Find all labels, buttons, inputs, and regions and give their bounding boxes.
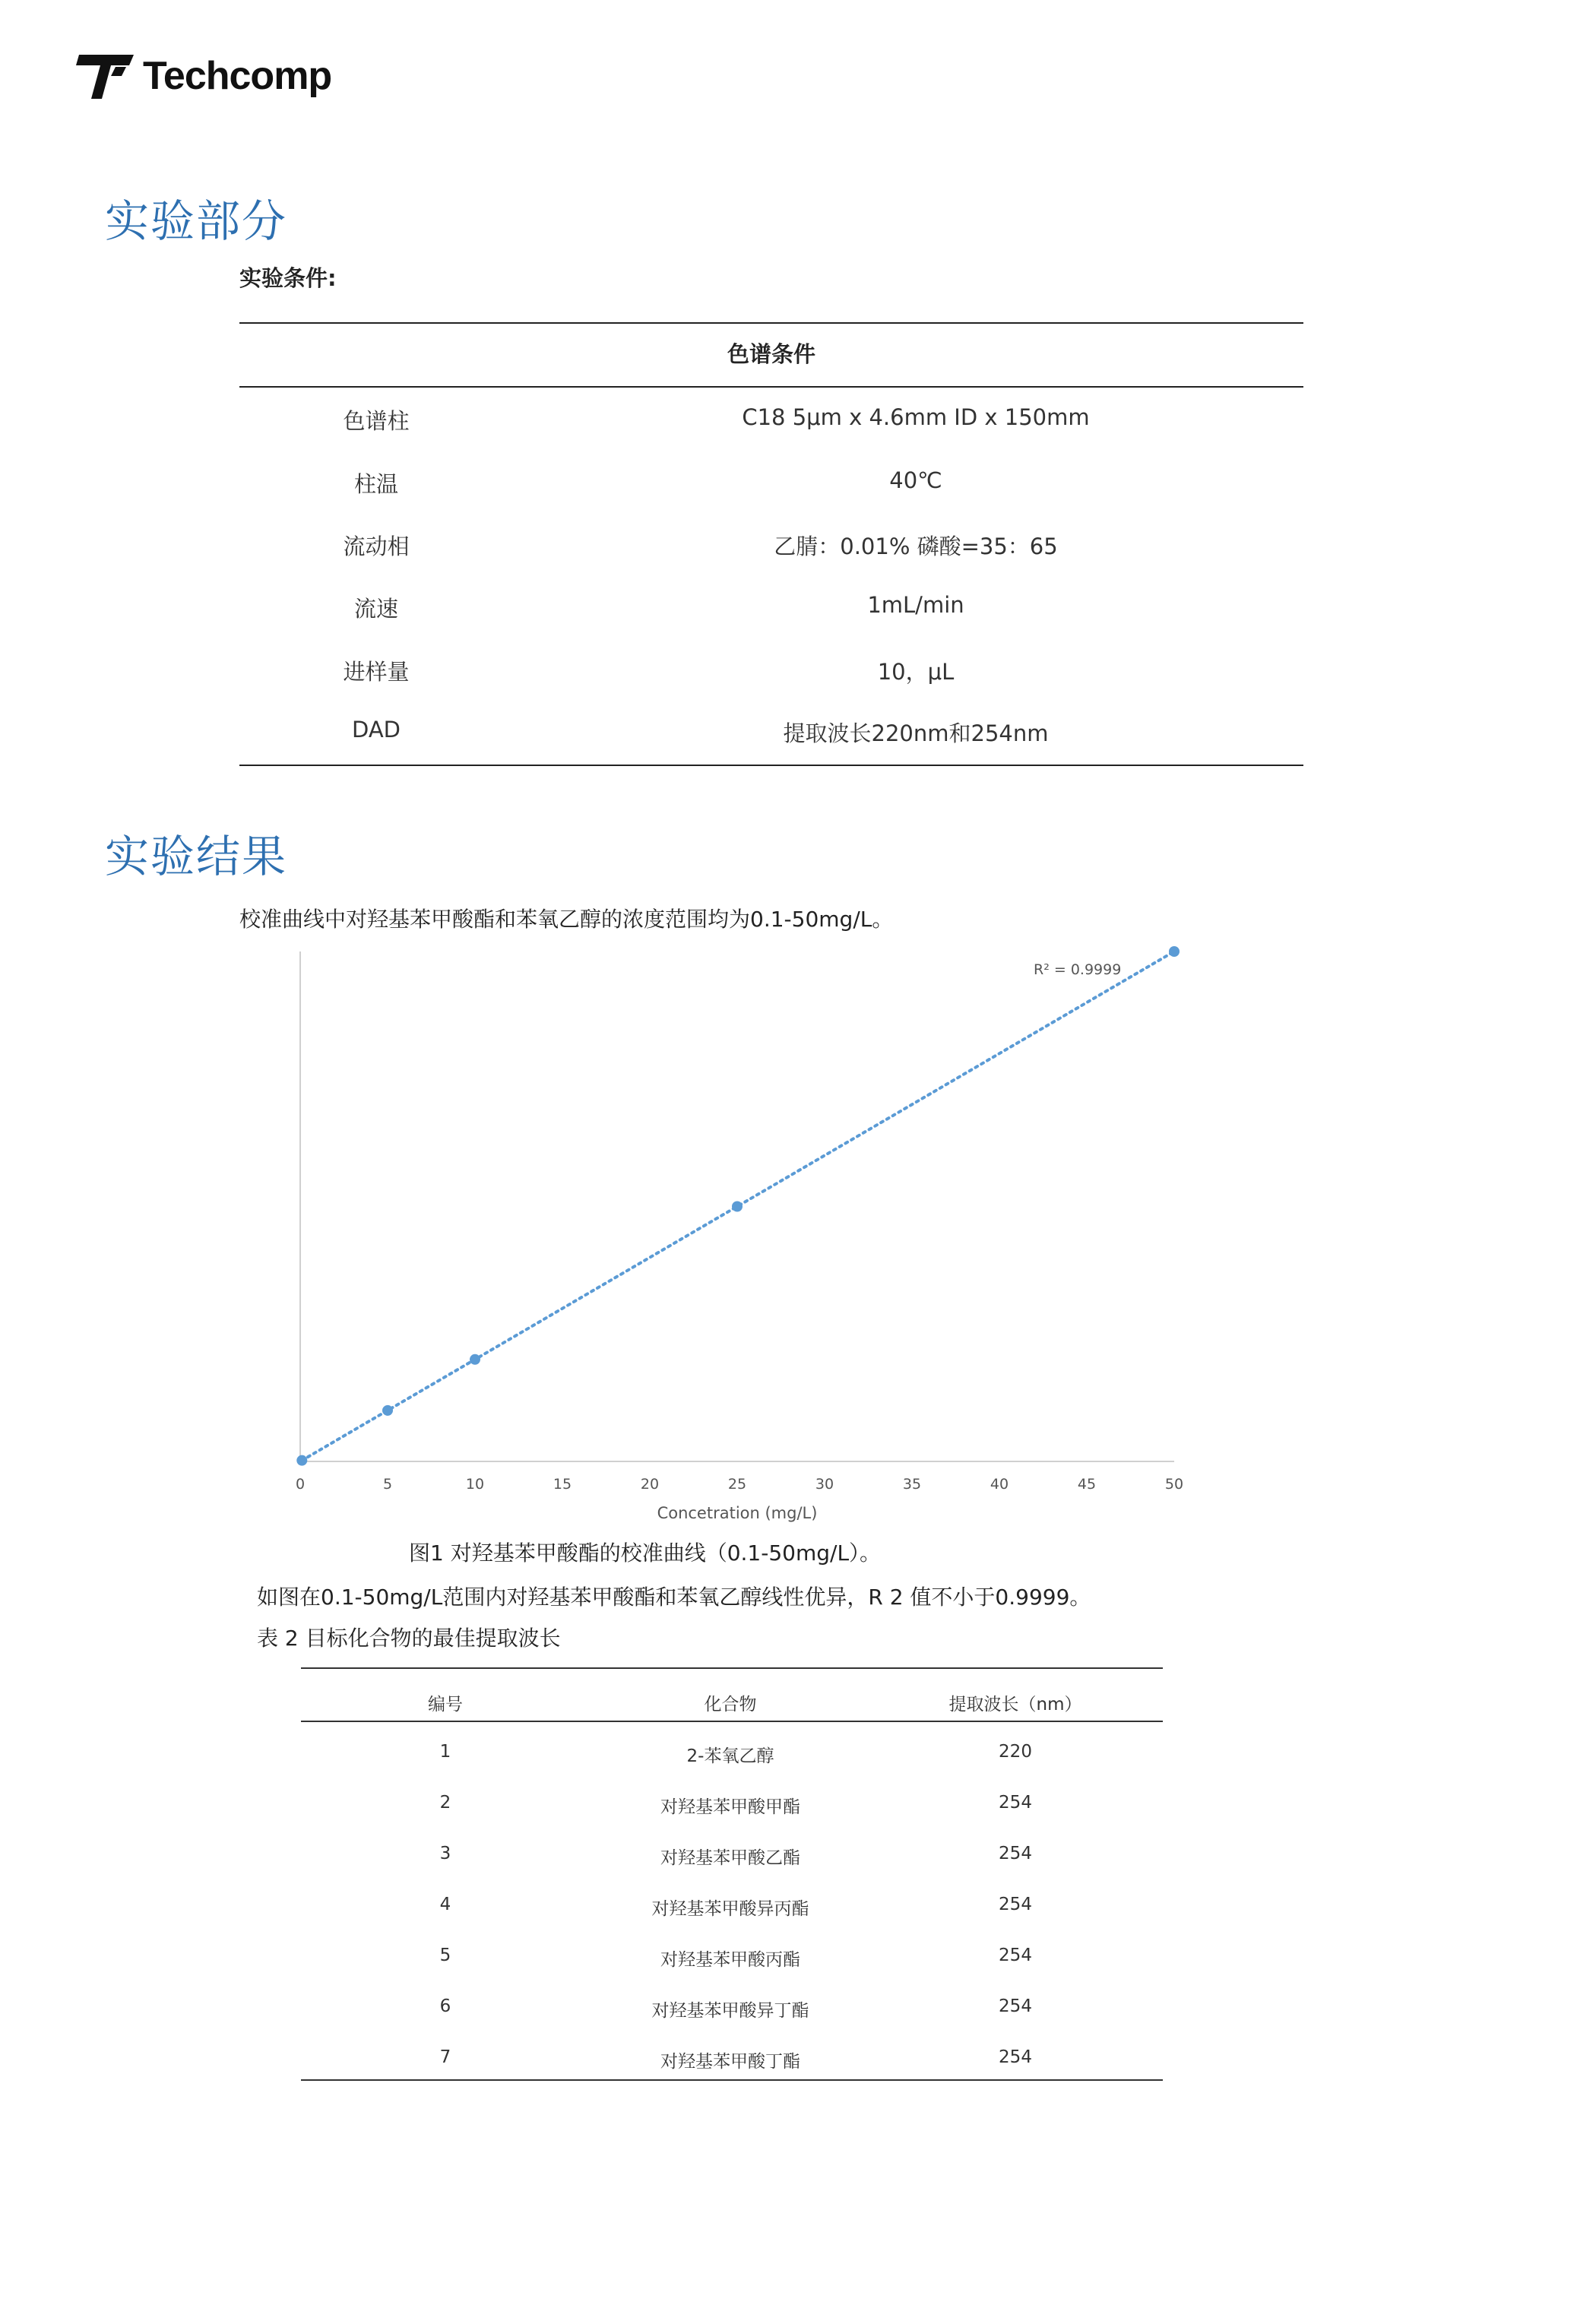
techcomp-logo-icon xyxy=(76,53,137,100)
table-row xyxy=(239,392,1303,454)
row-compound: 对羟基苯甲酸丁酯 xyxy=(660,2052,800,2072)
row-wavelength: 254 xyxy=(999,1793,1032,1813)
brand-name: Techcomp xyxy=(143,54,332,98)
result-paragraph: 校准曲线中对羟基苯甲酸酯和苯氧乙醇的浓度范围均为0.1-50mg/L。 xyxy=(239,907,894,932)
data-point xyxy=(296,1455,307,1466)
x-tick-label: 10 xyxy=(465,1476,485,1493)
row-compound: 对羟基苯甲酸丙酯 xyxy=(660,1950,800,1970)
figure-caption: 图1 对羟基苯甲酸酯的校准曲线（0.1-50mg/L）。 xyxy=(409,1540,882,1566)
x-tick-label: 15 xyxy=(553,1476,572,1493)
row-compound: 2-苯氧乙醇 xyxy=(686,1746,774,1766)
row-compound: 对羟基苯甲酸乙酯 xyxy=(660,1848,800,1868)
data-point xyxy=(382,1405,393,1416)
description-paragraph: 如图在0.1-50mg/L范围内对羟基苯甲酸酯和苯氧乙醇线性优异，R 2 值不小于0.9999。 xyxy=(257,1585,1091,1610)
data-point xyxy=(732,1202,743,1212)
table-row xyxy=(239,704,1303,767)
x-tick-label: 40 xyxy=(990,1476,1009,1493)
x-tick-label: 5 xyxy=(382,1476,393,1493)
condition-key: 流速 xyxy=(353,596,398,622)
x-tick-label: 0 xyxy=(295,1476,306,1493)
x-tick-label: 30 xyxy=(815,1476,834,1493)
row-wavelength: 254 xyxy=(999,1844,1032,1863)
section-title-result: 实验结果 xyxy=(105,831,288,882)
table-rule-bottom xyxy=(239,765,1303,766)
header-wavelength: 提取波长（nm） xyxy=(948,1695,1082,1715)
header-compound: 化合物 xyxy=(704,1695,757,1715)
table-rule-header xyxy=(301,1721,1163,1722)
conditions-table xyxy=(239,322,1303,766)
condition-value: C18 5μm x 4.6mm ID x 150mm xyxy=(742,404,1090,430)
row-wavelength: 254 xyxy=(999,1895,1032,1914)
x-tick-labels xyxy=(296,1476,1183,1493)
table-row xyxy=(239,518,1303,580)
row-number: 6 xyxy=(439,1996,451,2016)
section-title-part: 实验部分 xyxy=(105,195,288,247)
row-compound: 对羟基苯甲酸甲酯 xyxy=(660,1797,800,1817)
condition-key: 流动相 xyxy=(343,534,410,559)
condition-key: 进样量 xyxy=(343,659,410,685)
table-rule-top xyxy=(301,1667,1163,1669)
row-wavelength: 254 xyxy=(999,1996,1032,2016)
conditions-table-title: 色谱条件 xyxy=(727,341,815,367)
condition-value: 提取波长220nm和254nm xyxy=(783,720,1049,746)
row-compound: 对羟基苯甲酸异丙酯 xyxy=(651,1899,809,1919)
x-tick-label: 25 xyxy=(727,1476,747,1493)
row-number: 3 xyxy=(439,1844,451,1863)
r-squared-annotation: R² = 0.9999 xyxy=(1034,961,1122,978)
wavelength-table xyxy=(301,1667,1163,2082)
x-tick-label: 50 xyxy=(1164,1476,1184,1493)
x-tick-label: 45 xyxy=(1077,1476,1097,1493)
condition-value: 40℃ xyxy=(889,467,942,493)
calibration-chart xyxy=(274,942,1193,1528)
condition-key: 色谱柱 xyxy=(343,408,410,434)
row-wavelength: 254 xyxy=(999,2047,1032,2067)
condition-value: 乙腈：0.01% 磷酸=35：65 xyxy=(774,534,1058,559)
condition-key: 柱温 xyxy=(353,471,398,497)
condition-key: DAD xyxy=(352,717,401,742)
row-number: 5 xyxy=(439,1946,451,1965)
table-rule-top xyxy=(239,322,1303,324)
data-point xyxy=(1169,946,1180,957)
brand-logo xyxy=(76,50,334,103)
x-axis-label: Concetration (mg/L) xyxy=(657,1504,818,1522)
table2-caption: 表 2 目标化合物的最佳提取波长 xyxy=(257,1626,561,1651)
table-rule-header xyxy=(239,386,1303,388)
table-row xyxy=(239,455,1303,518)
row-number: 1 xyxy=(439,1742,451,1762)
row-compound: 对羟基苯甲酸异丁酯 xyxy=(651,2001,809,2021)
row-number: 2 xyxy=(439,1793,451,1813)
table-row xyxy=(239,580,1303,642)
data-point xyxy=(470,1354,480,1365)
table-row xyxy=(239,643,1303,705)
condition-value: 10，μL xyxy=(877,659,955,685)
row-wavelength: 220 xyxy=(999,1742,1032,1762)
conditions-label: 实验条件: xyxy=(239,265,337,291)
row-number: 4 xyxy=(439,1895,451,1914)
condition-value: 1mL/min xyxy=(867,592,964,618)
header-number: 编号 xyxy=(428,1695,463,1715)
row-number: 7 xyxy=(439,2047,451,2067)
row-wavelength: 254 xyxy=(999,1946,1032,1965)
x-tick-label: 20 xyxy=(640,1476,660,1493)
x-tick-label: 35 xyxy=(902,1476,922,1493)
table-rule-bottom xyxy=(301,2079,1163,2081)
